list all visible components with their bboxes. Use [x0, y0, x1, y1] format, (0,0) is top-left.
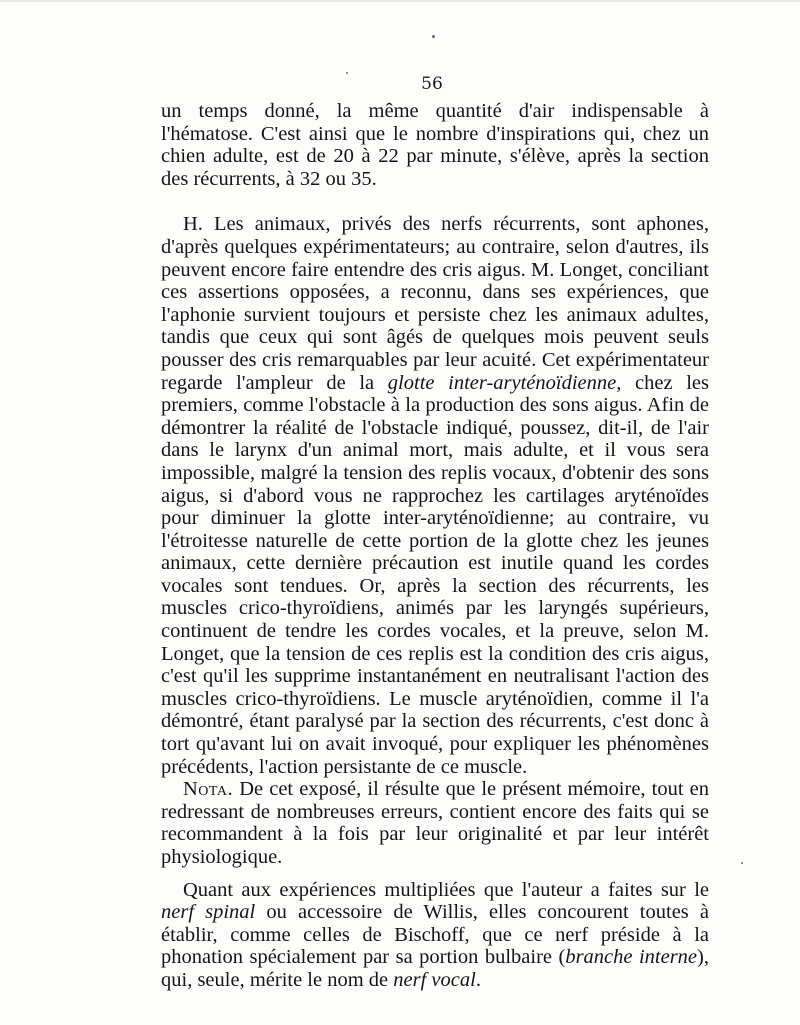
paragraph-text: Quant aux expériences multipliées que l'auteur a faites sur le	[183, 878, 709, 901]
emphasis-text: branche interne	[565, 946, 698, 969]
paragraph-spinal-nerve	[161, 879, 709, 992]
paragraph-text: Les animaux, privés des nerfs récurrents, sont aphones, d'après quelques expérimentateurs; au contraire, selon d'autres, ils peuvent encore faire entendre des cris aigus. M. Longet, conciliant ces assertions opposées, a reconnu, dans ses expériences, que l'aphonie survient toujours et persiste chez les animaux adultes, tandis que ceux qui sont âgés de quelques mois peuvent seuls pousser des cris remarquables par leur acuité. Cet expérimentateur regarde l'ampleur de la	[161, 213, 709, 394]
paper-speck	[432, 35, 435, 38]
paragraph-text: un temps donné, la même quantité d'air indispensable à l'hématose. C'est ainsi que le nombre d'inspirations qui, chez un chien adulte, est de 20 à 22 par minute, s'élève, après la section des récurrents, à 32 ou 35.	[161, 100, 709, 190]
paragraph-continuation	[161, 100, 709, 190]
page-number: 56	[421, 74, 443, 94]
paragraph-label: Nota.	[183, 778, 234, 801]
paragraph-nota	[161, 778, 709, 868]
paragraph-text: ), qui, seule, mérite le nom de	[161, 946, 709, 991]
paragraph-text: , chez les premiers, comme l'obstacle à la production des sons aigus. Afin de démontrer la réalité de l'obstacle indiqué, poussez, dit-il, de l'air dans le larynx d'un animal mort, mais adulte, et il vous sera impossible, malgré la tension des replis vocaux, d'obtenir des sons aigus, si d'abord vous ne rapprochez les cartilages aryténoïdes pour diminuer la glotte inter-aryténoïdienne; au contraire, vu l'étroitesse naturelle de cette portion de la glotte chez les jeunes animaux, cette dernière précaution est inutile quand les cordes vocales sont tendues. Or, après la section des récurrents, les muscles crico-thyroïdiens, animés par les laryngés supérieurs, continuent de tendre les cordes vocales, et la preuve, selon M. Longet, que la tension de ces replis est la condition des cris aigus, c'est qu'il les supprime instantanément en neutralisant l'action des muscles crico-thyroïdiens. Le muscle aryténoïdien, comme il l'a démontré, étant paralysé par la section des récurrents, c'est donc à tort qu'avant lui on avait invoqué, pour expliquer les phénomènes précédents, l'action persistante de ce muscle.	[161, 371, 710, 778]
emphasis-text: nerf vocal	[393, 968, 476, 991]
emphasis-text: glotte inter-aryténoïdienne	[387, 371, 617, 394]
paragraph-text: De cet exposé, il résulte que le présent mémoire, tout en redressant de nombreuses erreurs, contient encore des faits qui se recommandent à la fois par leur originalité et par leur intérêt physiologique.	[161, 778, 709, 868]
emphasis-text: nerf spinal	[161, 901, 256, 924]
paragraph-label: H.	[183, 213, 203, 236]
paragraph-text: ou accessoire de Willis, elles concourent toutes à établir, comme celles de Bischoff, que ce nerf préside à la phonation spécialement par sa portion bulbaire (	[161, 901, 709, 969]
paper-speck	[346, 72, 348, 74]
body-text	[161, 100, 709, 992]
paragraph-h	[161, 213, 709, 778]
paragraph-text: .	[475, 968, 481, 991]
paper-speck	[741, 862, 743, 864]
